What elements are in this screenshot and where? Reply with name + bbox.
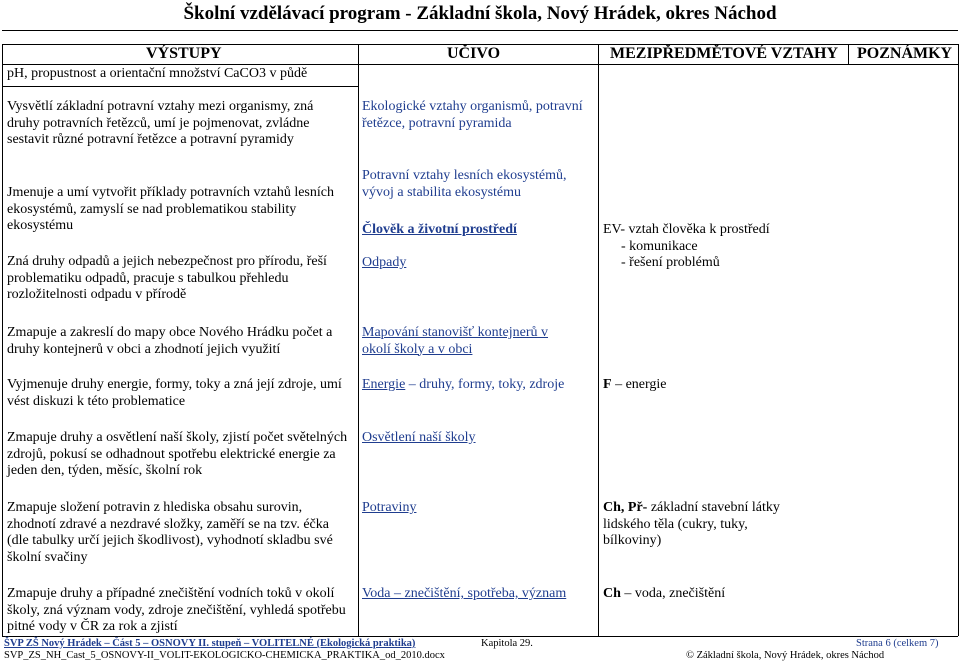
row3-vystupy xyxy=(7,325,353,358)
row6-mezi xyxy=(603,500,803,550)
row1-ucivo xyxy=(362,99,596,132)
row4-mezi-bold: F xyxy=(603,377,612,392)
row4-ucivo xyxy=(362,377,598,394)
col-divider-3 xyxy=(848,44,849,64)
row2-mezi xyxy=(603,222,843,272)
col-divider-2 xyxy=(598,44,599,636)
row2-ucivo-c: Odpady xyxy=(362,255,407,270)
row3-vystupy-text: Zmapuje a zakreslí do mapy obce Nového Hrádku počet a druhy kontejnerů v obci a zhodnotí jejich využití xyxy=(7,325,333,357)
row7-mezi-bold: Ch xyxy=(603,586,621,601)
row7-vystupy-text: Zmapuje druhy a případné znečištění vodních toků v okolí školy, zná význam vody, zdroje znečištění, vyhledá spotřebu pitné vody v ČR za rok a zjistí xyxy=(7,586,346,634)
col-header-poznamky: POZNÁMKY xyxy=(857,45,953,62)
row2-ucivo-b: Člověk a životní prostředí xyxy=(362,222,517,237)
col-header-vystupy: VÝSTUPY xyxy=(146,45,222,62)
row0-divider xyxy=(2,86,358,87)
row7-mezi xyxy=(603,586,843,603)
row7-vystupy xyxy=(7,586,353,636)
row3-ucivo xyxy=(362,325,572,358)
row5-vystupy-text: Zmapuje druhy a osvětlení naší školy, zjistí počet světelných zdrojů, pokusí se odhadnout spotřebu elektrické energie za jeden den, týden, měsíc, školní rok xyxy=(7,430,348,478)
header-rule xyxy=(2,30,958,31)
row7-mezi-rest: – voda, znečištění xyxy=(620,586,726,601)
row2-ucivo-a xyxy=(362,168,596,201)
row6-vystupy-text: Zmapuje složení potravin z hlediska obsahu surovin, zhodnotí zdravé a nezdravé složky, zaměří se na tzv. éčka (dle tabulky určí jejich škodlivost), vyhodnotí skladbu své školní svačiny xyxy=(7,500,333,565)
table-right-border xyxy=(958,44,959,636)
row6-mezi-rest: základní stavební látky lidského těla (cukry, tuky, bílkoviny) xyxy=(603,500,780,548)
row6-vystupy xyxy=(7,500,347,566)
table-bottom-border xyxy=(2,636,958,637)
col-divider-1 xyxy=(358,44,359,636)
row2-mezi-c: - řešení problémů xyxy=(621,255,720,270)
row4-vystupy xyxy=(7,377,353,410)
row4-mezi-rest: – energie xyxy=(611,377,667,392)
row1-ucivo-text: Ekologické vztahy organismů, potravní řetězce, potravní pyramida xyxy=(362,99,583,131)
footer-copyright: © Základní škola, Nový Hrádek, okres Náchod xyxy=(686,650,885,661)
footer-chapter: Kapitola 29. xyxy=(481,638,533,649)
row4-ucivo-underlined: Energie xyxy=(362,377,406,392)
row4-ucivo-rest: – druhy, formy, toky, zdroje xyxy=(405,377,565,392)
row2-mezi-a: EV- vztah člověka k prostředí xyxy=(603,222,770,237)
table-left-border xyxy=(2,44,3,636)
row2-ucivo-a-text: Potravní vztahy lesních ekosystémů, vývoj a stabilita ekosystému xyxy=(362,168,567,200)
row2-vystupy-a-text: Jmenuje a umí vytvořit příklady potravních vztahů lesních ekosystémů, zamyslí se nad problematikou stability ekosystému xyxy=(7,185,334,233)
row6-ucivo: Potraviny xyxy=(362,500,417,515)
row3-ucivo-text: Mapování stanovišť kontejnerů v okolí školy a v obci xyxy=(362,325,549,357)
row2-vystupy-a xyxy=(7,185,347,235)
row0-vystupy xyxy=(7,66,355,83)
row4-vystupy-text: Vyjmenuje druhy energie, formy, toky a zná její zdroje, umí vést diskuzi k této problematice xyxy=(7,377,342,409)
row5-ucivo: Osvětlení naší školy xyxy=(362,430,476,445)
row4-mezi xyxy=(603,377,843,394)
table-header-divider xyxy=(2,64,958,65)
col-header-ucivo: UČIVO xyxy=(447,45,501,62)
footer-page-number: Strana 6 (celkem 7) xyxy=(856,638,939,649)
row2-vystupy-b xyxy=(7,254,347,304)
row1-vystupy-text: Vysvětlí základní potravní vztahy mezi organismy, zná druhy potravních řetězců, umí je pojmenovat, zvládne sestavit různé potravní řetězce a potravní pyramidy xyxy=(7,99,314,147)
row5-vystupy xyxy=(7,430,353,480)
col-header-mezi: MEZIPŘEDMĚTOVÉ VZTAHY xyxy=(610,45,839,62)
footer-document-title: ŠVP ZŠ Nový Hrádek – Část 5 – OSNOVY II. stupeň – VOLITELNÉ (Ekologická praktika) xyxy=(4,638,416,649)
row7-ucivo: Voda – znečištění, spotřeba, význam xyxy=(362,586,567,601)
row2-mezi-b: - komunikace xyxy=(621,238,698,254)
footer-filename: SVP_ZS_NH_Cast_5_OSNOVY-II_VOLIT-EKOLOGICKO-CHEMICKA_PRAKTIKA_od_2010.docx xyxy=(4,650,445,661)
page-header-title: Školní vzdělávací program - Základní škola, Nový Hrádek, okres Náchod xyxy=(183,3,777,24)
row1-vystupy xyxy=(7,99,347,149)
row6-mezi-bold: Ch, Př- xyxy=(603,500,648,515)
row2-vystupy-b-text: Zná druhy odpadů a jejich nebezpečnost pro přírodu, řeší problematiku odpadů, pracuje s tabulkou přehledu rozložitelnosti odpadu v přírodě xyxy=(7,254,327,302)
row0-vystupy-text: pH, propustnost a orientační množství CaCO3 v půdě xyxy=(7,66,308,81)
